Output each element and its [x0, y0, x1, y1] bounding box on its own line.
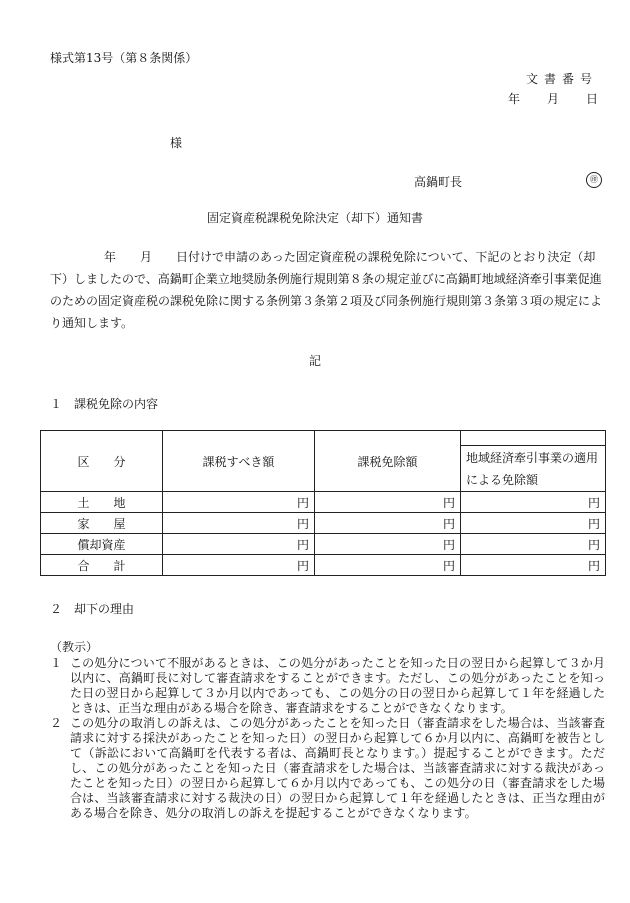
cell-regional: 円	[461, 555, 606, 576]
table-row	[41, 534, 606, 555]
cell-exemption: 円	[315, 492, 461, 513]
note-text: この処分の取消しの訴えは、この処分があったことを知った日（審査請求をした場合は、当該審査請求に対する採決があったことを知った日）の翌日から起算して６か月以内に、高鍋町を被告として（訴訟において高鍋町を代表する者は、高鍋町長となります。）提起することができます。ただし、この処分があったことを知った日（審査請求をした場合は、当該審査請求に対する裁決があったことを知った日）の翌日から起算して６か月以内であっても、この処分の日（審査請求をした場合は、当該審査請求に対する裁決の日）の翌日から起算して１年を経過したときは、正当な理由がある場合を除き、処分の取消しの訴えを提起することができなくなります。	[70, 716, 605, 820]
cell-exemption: 円	[315, 513, 461, 534]
document-number-label: 文書番号	[525, 72, 598, 86]
list-item	[50, 716, 605, 821]
seal-icon: ㊞	[586, 172, 602, 188]
table-row	[41, 492, 606, 513]
cell-taxable: 円	[163, 513, 315, 534]
form-number: 様式第13号（第８条関係）	[50, 51, 198, 65]
issuer-mayor: 高鍋町長	[414, 175, 463, 189]
cell-taxable: 円	[163, 555, 315, 576]
cell-taxable: 円	[163, 492, 315, 513]
row-label: 家 屋	[41, 513, 163, 534]
row-label: 合 計	[41, 555, 163, 576]
note-number: ２	[50, 716, 63, 730]
date-year: 年	[508, 92, 521, 106]
header-category: 区 分	[41, 431, 163, 492]
cell-exemption: 円	[315, 534, 461, 555]
document-title: 固定資産税課税免除決定（却下）通知書	[206, 211, 423, 225]
note-number: １	[50, 656, 63, 670]
list-item	[50, 656, 605, 716]
cell-regional: 円	[461, 534, 606, 555]
instruction-notes	[50, 656, 605, 821]
section2-heading: ２ 却下の理由	[50, 602, 135, 616]
table-row	[41, 513, 606, 534]
instruction-heading: （教示）	[50, 640, 99, 654]
cell-regional: 円	[461, 513, 606, 534]
cell-regional: 円	[461, 492, 606, 513]
header-taxable: 課税すべき額	[163, 431, 315, 492]
date-line	[508, 90, 598, 107]
header-regional-spacer	[461, 431, 606, 446]
addressee-suffix: 様	[170, 136, 183, 150]
date-month: 月	[546, 92, 559, 106]
row-label: 償却資産	[41, 534, 163, 555]
note-text: この処分について不服があるときは、この処分があったことを知った日の翌日から起算して３か月以内に、高鍋町長に対して審査請求をすることができます。ただし、この処分があったことを知った日の翌日から起算して３か月以内であっても、この処分の日の翌日から起算して１年を経過したときは、正当な理由がある場合を除き、審査請求をすることができなくなります。	[70, 656, 605, 715]
section1-heading: １ 課税免除の内容	[50, 397, 159, 411]
body-paragraph: 年 月 日付けで申請のあった固定資産税の課税免除について、下記のとおり決定（却下）しましたので、高鍋町企業立地奨励条例施行規則第８条の規定並びに高鍋町地域経済牽引事業促進のための固定資産税の課税免除に関する条例第３条第２項及び同条例施行規則第３条第３項の規定により通知します。	[50, 250, 603, 330]
cell-taxable: 円	[163, 534, 315, 555]
exemption-table	[40, 430, 606, 576]
header-regional: 地域経済牽引事業の適用による免除額	[461, 446, 606, 492]
date-day: 日	[585, 92, 598, 106]
ki-marker: 記	[308, 354, 321, 368]
header-exemption: 課税免除額	[315, 431, 461, 492]
table-row	[41, 555, 606, 576]
row-label: 土 地	[41, 492, 163, 513]
cell-exemption: 円	[315, 555, 461, 576]
